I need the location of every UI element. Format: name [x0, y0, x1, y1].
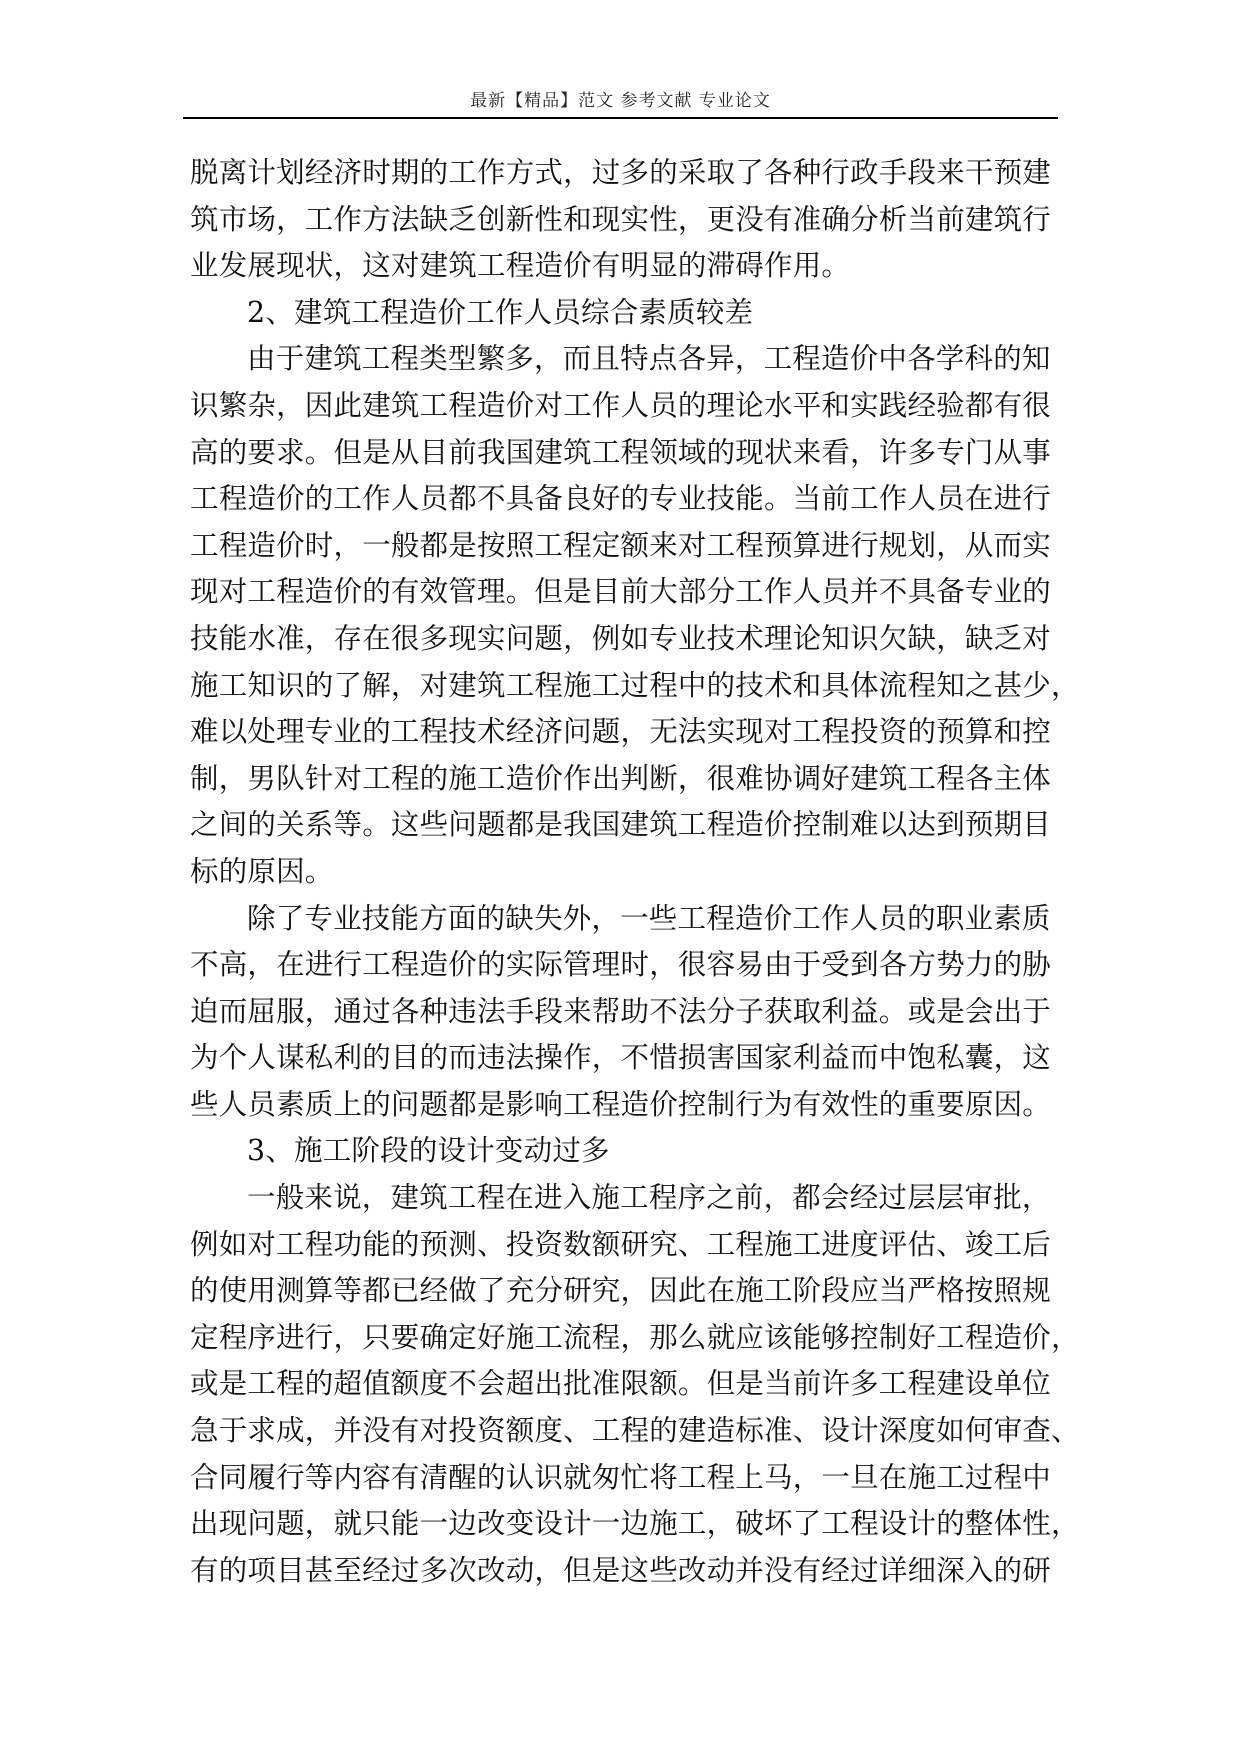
text-line: 识繁杂，因此建筑工程造价对工作人员的理论水平和实践经验都有很 [190, 388, 1052, 422]
text-line: 业发展现状，这对建筑工程造价有明显的滞碍作用。 [190, 249, 851, 283]
text-line: 定程序进行，只要确定好施工流程，那么就应该能够控制好工程造价， [190, 1320, 1080, 1354]
text-line: 出现问题，就只能一边改变设计一边施工，破坏了工程设计的整体性， [190, 1507, 1080, 1541]
text-line: 的使用测算等都已经做了充分研究，因此在施工阶段应当严格按照规 [190, 1274, 1052, 1308]
text-line: 工程造价时，一般都是按照工程定额来对工程预算进行规划，从而实 [190, 528, 1052, 562]
text-line: 些人员素质上的问题都是影响工程造价控制行为有效性的重要原因。 [190, 1087, 1052, 1121]
text-line: 迫而屈服，通过各种违法手段来帮助不法分子获取利益。或是会出于 [190, 994, 1052, 1028]
text-line: 例如对工程功能的预测、投资数额研究、工程施工进度评估、竣工后 [190, 1227, 1052, 1261]
page-header [183, 86, 1058, 116]
header-divider [183, 117, 1058, 119]
document-body [190, 150, 1080, 1594]
text-line: 现对工程造价的有效管理。但是目前大部分工作人员并不具备专业的 [190, 575, 1052, 609]
text-line: 技能水准，存在很多现实问题，例如专业技术理论知识欠缺，缺乏对 [190, 621, 1052, 655]
text-line: 合同履行等内容有清醒的认识就匆忙将工程上马，一旦在施工过程中 [190, 1460, 1052, 1494]
section-heading: 2、建筑工程造价工作人员综合素质较差 [247, 295, 754, 329]
text-line: 难以处理专业的工程技术经济问题，无法实现对工程投资的预算和控 [190, 715, 1052, 749]
text-line: 或是工程的超值额度不会超出批准限额。但是当前许多工程建设单位 [190, 1367, 1052, 1401]
text-line: 工程造价的工作人员都不具备良好的专业技能。当前工作人员在进行 [190, 482, 1052, 516]
text-line: 脱离计划经济时期的工作方式，过多的采取了各种行政手段来干预建 [190, 156, 1052, 189]
text-line: 有的项目甚至经过多次改动，但是这些改动并没有经过详细深入的研 [190, 1553, 1052, 1587]
section-heading: 3、施工阶段的设计变动过多 [247, 1134, 610, 1168]
text-line: 之间的关系等。这些问题都是我国建筑工程造价控制难以达到预期目 [190, 808, 1052, 842]
text-line: 制，男队针对工程的施工造价作出判断，很难协调好建筑工程各主体 [190, 761, 1052, 795]
text-line: 施工知识的了解，对建筑工程施工过程中的技术和具体流程知之甚少， [190, 668, 1080, 702]
text-line: 高的要求。但是从目前我国建筑工程领域的现状来看，许多专门从事 [190, 435, 1052, 469]
text-line: 不高，在进行工程造价的实际管理时，很容易由于受到各方势力的胁 [190, 948, 1052, 982]
paragraph-start: 一般来说，建筑工程在进入施工程序之前，都会经过层层审批， [247, 1181, 1051, 1215]
header-title: 最新【精品】范文 参考文献 专业论文 [470, 91, 771, 111]
paragraph-start: 由于建筑工程类型繁多，而且特点各异，工程造价中各学科的知 [247, 342, 1051, 376]
text-line: 筑市场，工作方法缺乏创新性和现实性，更没有准确分析当前建筑行 [190, 202, 1052, 236]
text-line: 急于求成，并没有对投资额度、工程的建造标准、设计深度如何审查、 [190, 1414, 1080, 1448]
text-line: 标的原因。 [190, 854, 334, 888]
text-line: 为个人谋私利的目的而违法操作，不惜损害国家利益而中饱私囊，这 [190, 1041, 1052, 1075]
paragraph-start: 除了专业技能方面的缺失外，一些工程造价工作人员的职业素质 [247, 901, 1051, 935]
